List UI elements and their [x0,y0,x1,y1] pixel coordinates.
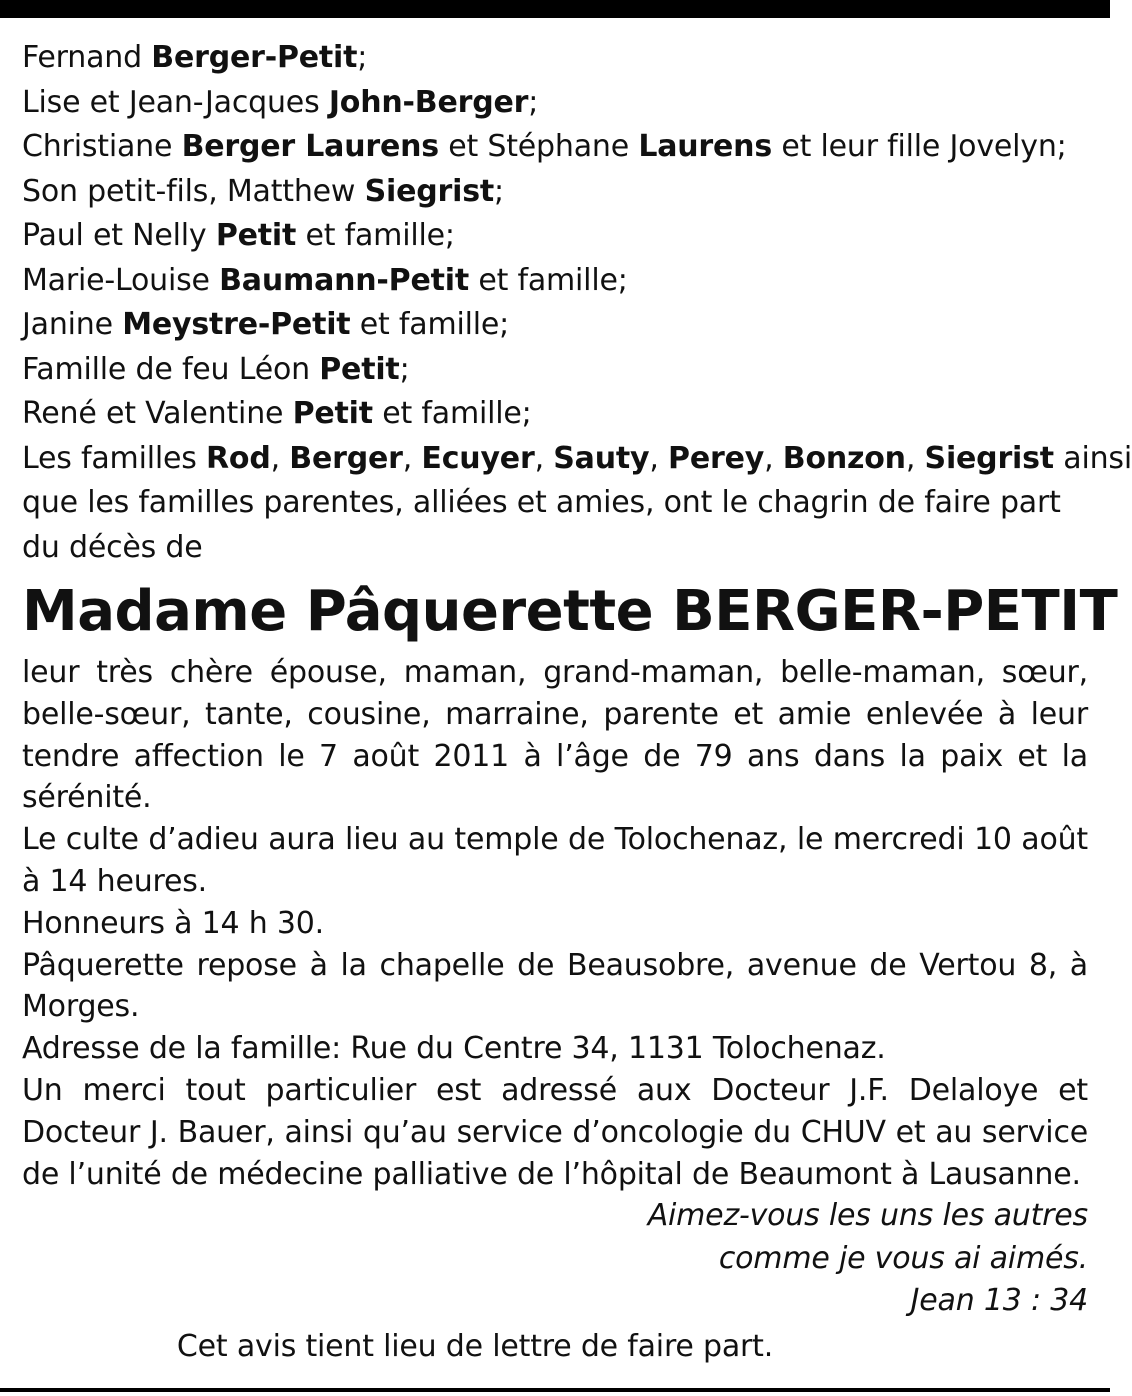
paragraph-family-address: Adresse de la famille: Rue du Centre 34, 1131 Tolochenaz. [22,1031,886,1067]
family-name: Siegrist [924,440,1054,476]
quote-line: Aimez-vous les uns les autres [647,1198,1088,1234]
family-line [22,437,1132,482]
family-line [22,214,1088,259]
family-text: que les familles parentes, alliées et amies, ont le chagrin de faire part [22,485,1061,520]
family-name: Bonzon [782,440,906,476]
family-list [22,36,1132,570]
family-text: ; [528,84,539,120]
family-text: ainsi [1053,440,1132,476]
family-text: , [534,440,554,476]
family-line [22,81,1088,126]
notice-body [22,652,1088,1195]
family-line [22,259,1088,304]
family-name: Baumann-Petit [219,262,469,298]
family-name: John-Berger [328,84,529,120]
family-line [22,348,1088,393]
family-line [22,170,1088,215]
family-text: ; [399,351,410,387]
family-text: du décès de [22,529,203,565]
family-text: René et Valentine [22,396,293,431]
family-text: Son petit-fils, Matthew [22,173,365,209]
family-name: Berger-Petit [151,40,358,75]
family-name: Perey [668,440,765,476]
paragraph-honours: Honneurs à 14 h 30. [22,905,325,941]
top-border-rule [0,0,1110,18]
family-text: et famille; [296,218,455,253]
paragraph-thanks: Un merci tout particulier est adressé aux Docteur J.F. Delaloye et Docteur J. Bauer, ainsi qu’au service d’oncologie du CHUV et au service de l’unité de médecine palliative de l’hôpital de Beaumont à Lausanne. [22,1072,1088,1192]
family-text: , [649,440,669,476]
family-text: et famille; [372,396,532,431]
family-name: Petit [319,351,400,387]
family-text: et famille; [350,307,510,342]
family-text: , [402,440,422,476]
paragraph-service: Le culte d’adieu aura lieu au temple de Tolochenaz, le mercredi 10 août à 14 heures. [22,822,1088,899]
family-text: Les familles [22,440,207,476]
family-text: Christiane [22,129,182,164]
family-text: Lise et Jean-Jacques [22,84,329,120]
family-text: ; [357,40,368,75]
family-text: , [764,440,783,476]
family-line [22,481,1088,526]
family-text: Paul et Nelly [22,218,216,253]
scripture-quote [22,1195,1088,1323]
family-name: Petit [215,218,297,253]
family-line [22,125,1088,170]
family-text: Janine [22,307,123,342]
quote-line: comme je vous ai aimés. [718,1240,1088,1276]
family-text: ; [494,173,504,209]
family-name: Laurens [638,129,772,164]
family-name: Ecuyer [421,440,535,476]
paragraph-description: leur très chère épouse, maman, grand-maman, belle-maman, sœur, belle-sœur, tante, cousine, marraine, parente et amie enlevée à leur tendre affection le 7 août 2011 à l’âge de 79 ans dans la paix et la sérénité. [22,655,1088,816]
family-text: Fernand [22,40,152,75]
family-name: Rod [206,440,271,476]
family-line [22,36,1088,81]
family-name: Meystre-Petit [122,307,351,342]
bottom-border-rule [0,1388,1110,1392]
family-name: Berger [289,440,403,476]
family-text: et famille; [468,262,628,298]
family-line [22,392,1088,437]
family-text: Marie-Louise [22,262,220,298]
family-name: Sauty [553,440,650,476]
family-text: Famille de feu Léon [22,351,320,387]
family-name: Siegrist [364,173,494,209]
family-name: Petit [292,396,373,431]
family-line [22,526,1088,571]
quote-reference: Jean 13 : 34 [910,1283,1088,1319]
family-line [22,303,1088,348]
paragraph-chapel: Pâquerette repose à la chapelle de Beausobre, avenue de Vertou 8, à Morges. [22,947,1088,1025]
family-text: et Stéphane [438,129,639,164]
deceased-name-heading: Madame Pâquerette BERGER-PETIT [22,579,1118,644]
family-name: Berger Laurens [181,129,439,164]
family-text: , [905,440,925,476]
closing-note: Cet avis tient lieu de lettre de faire part. [176,1328,774,1364]
family-text: , [270,440,290,476]
obituary-notice [22,36,1132,1369]
family-text: et leur fille Jovelyn; [772,129,1067,164]
